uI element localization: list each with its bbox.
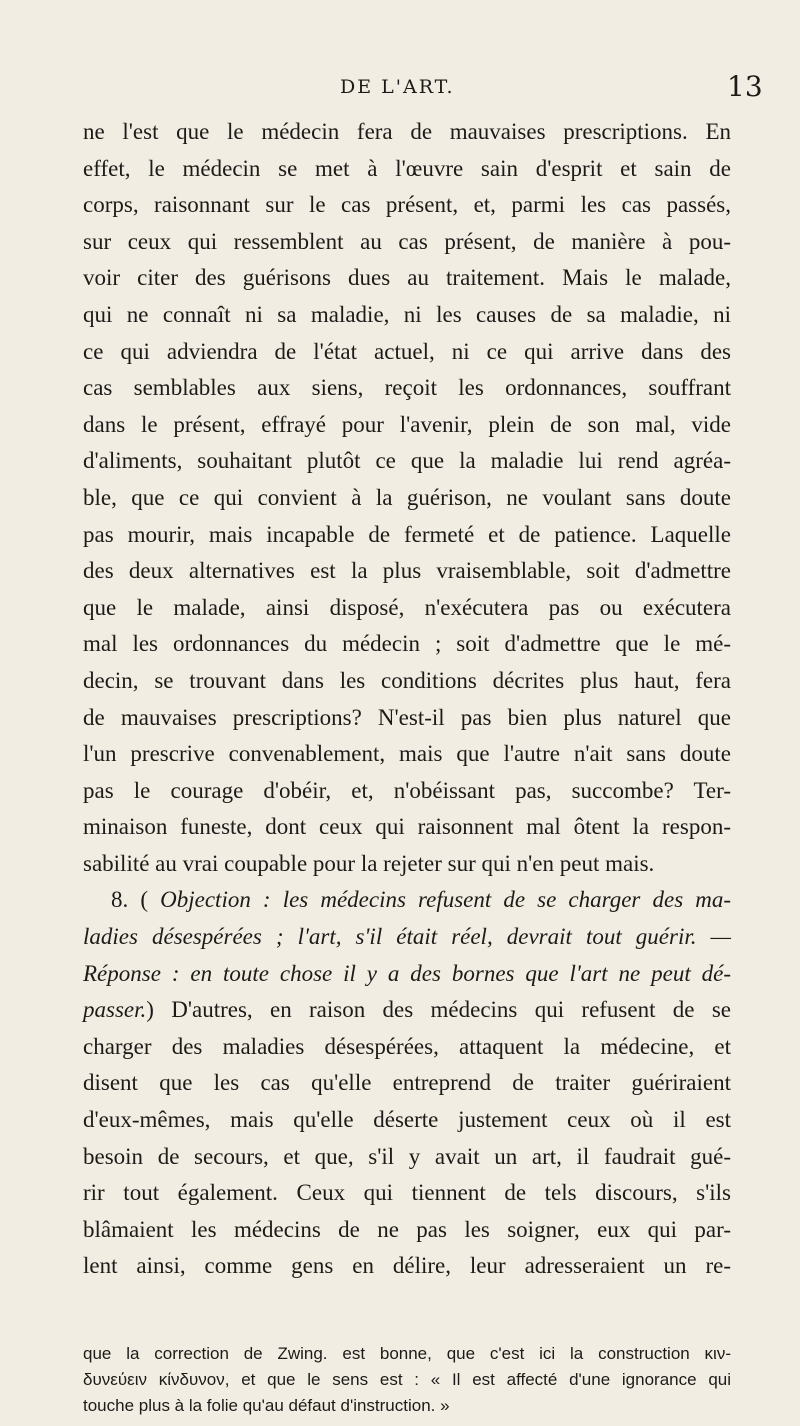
section-heading-line: Réponse : en toute chose il y a des bornes que l'art ne peut dé- [83,960,731,986]
text-line: effet, le médecin se met à l'œuvre sain d'esprit et sain de [83,155,731,181]
text-line: de mauvaises prescriptions? N'est-il pas bien plus naturel que [83,704,731,730]
text-line: rir tout également. Ceux qui tiennent de tels discours, s'ils [83,1180,731,1206]
text-line: besoin de secours, et que, s'il y avait un art, il faudrait gué- [83,1143,731,1169]
text-line: sur ceux qui ressemblent au cas présent, de manière à pou- [83,228,731,254]
text-line: cas semblables aux siens, reçoit les ordonnances, souffrant [83,375,731,401]
text-line: voir citer des guérisons dues au traitement. Mais le malade, [83,265,731,291]
text-line: des deux alternatives est la plus vraisemblable, soit d'admettre [83,558,731,584]
text-line: decin, se trouvant dans les conditions décrites plus haut, fera [83,667,731,693]
text-line: pas le courage d'obéir, et, n'obéissant pas, succombe? Ter- [83,777,731,803]
text-line: lent ainsi, comme gens en délire, leur adresseraient un re- [83,1253,731,1279]
text-line: d'eux-mêmes, mais qu'elle déserte justement ceux où il est [83,1107,731,1133]
text-line: que le malade, ainsi disposé, n'exécutera pas ou exécutera [83,594,731,620]
text-line: corps, raisonnant sur le cas présent, et, parmi les cas passés, [83,192,731,218]
footnote-line: que la correction de Zwing. est bonne, que c'est ici la construction κιν- [83,1344,731,1363]
text-line: blâmaient les médecins de ne pas les soigner, eux qui par- [83,1216,731,1242]
open-paren: ( [140,887,149,913]
heading-text: Objection : les médecins refusent de se charger des ma- [160,887,732,913]
footnote [83,1341,731,1419]
section-heading-line [83,882,731,919]
body-text [83,114,731,1285]
page-number: 13 [727,70,763,103]
text-line: l'un prescrive convenablement, mais que l'autre n'ait sans doute [83,741,731,767]
text-line: ce qui adviendra de l'état actuel, ni ce qui arrive dans des [83,338,731,364]
section-heading-line [83,992,731,1029]
footnote-line: touche plus à la folie qu'au défaut d'instruction. » [83,1396,450,1415]
text-line: qui ne connaît ni sa maladie, ni les causes de sa maladie, ni [83,301,731,327]
running-head [0,70,800,106]
text-line: ble, que ce qui convient à la guérison, ne voulant sans doute [83,484,731,510]
text-line: pas mourir, mais incapable de fermeté et de patience. Laquelle [83,521,731,547]
text-line: dans le présent, effrayé pour l'avenir, plein de son mal, vide [83,411,731,437]
text-line: minaison funeste, dont ceux qui raisonnent mal ôtent la respon- [83,814,731,840]
text-line: disent que les cas qu'elle entreprend de traiter guériraient [83,1070,731,1096]
text-line: charger des maladies désespérées, attaquent la médecine, et [83,1033,731,1059]
text-line: mal les ordonnances du médecin ; soit d'admettre que le mé- [83,631,731,657]
heading-text: passer. [83,997,147,1023]
body-text-fragment: ) D'autres, en raison des médecins qui refusent de se [146,997,731,1023]
footnote-line: δυνεύειν κίνδυνον, et que le sens est : « Il est affecté d'une ignorance qui [83,1370,731,1389]
text-line: sabilité au vrai coupable pour la rejeter sur qui n'en peut mais. [83,850,655,876]
running-title: DE L'ART. [340,76,455,98]
text-line: ne l'est que le médecin fera de mauvaises prescriptions. En [83,119,731,144]
section-heading-line: ladies désespérées ; l'art, s'il était réel, devrait tout guérir. — [83,924,731,950]
section-number: 8. [111,887,129,913]
text-line: d'aliments, souhaitant plutôt ce que la maladie lui rend agréa- [83,448,731,474]
